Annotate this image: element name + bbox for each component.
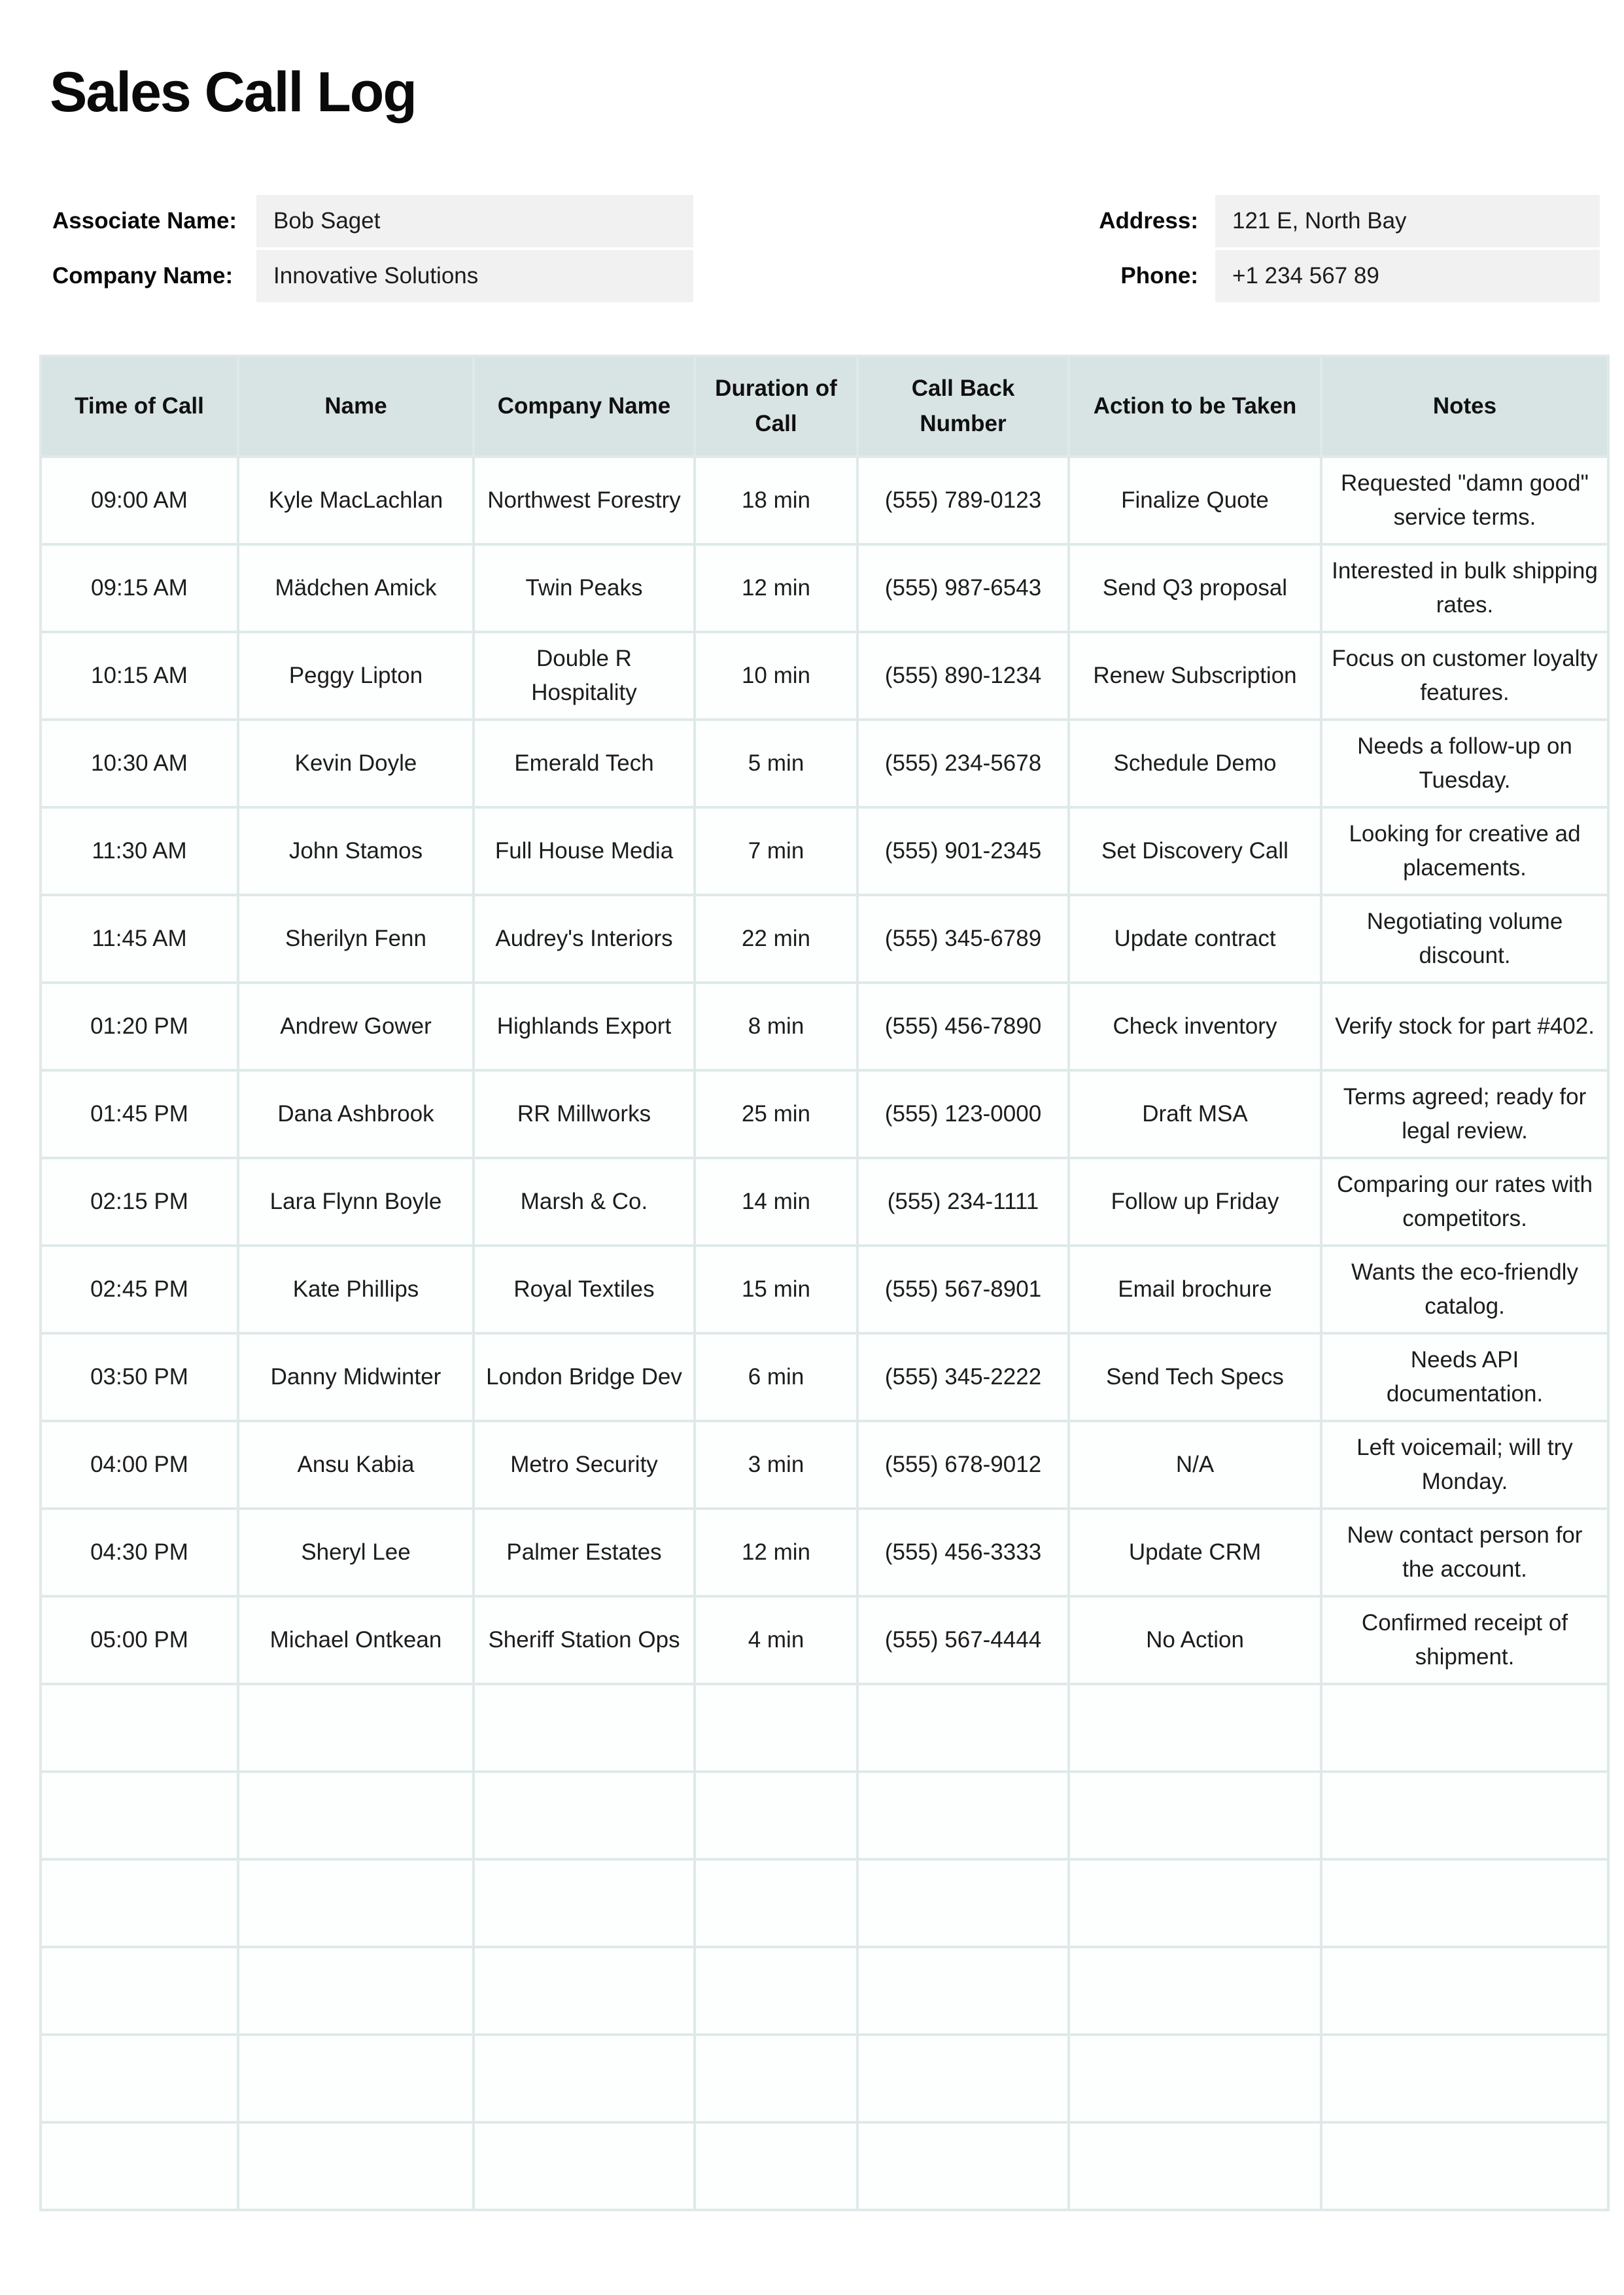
empty-cell-company-name[interactable] <box>475 1948 693 2033</box>
address-field[interactable]: 121 E, North Bay <box>1215 195 1600 247</box>
table-row <box>42 1072 1607 1157</box>
cell-action-to-be-taken[interactable]: Send Q3 proposal <box>1070 546 1320 631</box>
empty-cell-notes[interactable] <box>1322 2124 1607 2209</box>
empty-table-row <box>42 1948 1607 2033</box>
cell-name[interactable]: Mädchen Amick <box>239 546 472 631</box>
phone-field[interactable]: +1 234 567 89 <box>1215 250 1600 302</box>
table-row <box>42 984 1607 1069</box>
cell-call-back-number[interactable]: (555) 567-8901 <box>859 1247 1067 1332</box>
empty-cell-time-of-call[interactable] <box>42 1773 237 1858</box>
cell-time-of-call[interactable]: 03:50 PM <box>42 1335 237 1420</box>
cell-action-to-be-taken[interactable]: Email brochure <box>1070 1247 1320 1332</box>
empty-cell-action-to-be-taken[interactable] <box>1070 1861 1320 1946</box>
cell-call-back-number[interactable]: (555) 456-7890 <box>859 984 1067 1069</box>
table-row <box>42 1247 1607 1332</box>
empty-cell-company-name[interactable] <box>475 2124 693 2209</box>
cell-duration-of-call[interactable]: 10 min <box>696 633 856 718</box>
associate-name-field[interactable]: Bob Saget <box>256 195 693 247</box>
cell-notes[interactable]: Terms agreed; ready for legal review. <box>1322 1072 1607 1157</box>
column-header-action-to-be-taken: Action to be Taken <box>1070 357 1320 455</box>
empty-cell-time-of-call[interactable] <box>42 1861 237 1946</box>
table-row <box>42 633 1607 718</box>
company-name-label: Company Name: <box>52 263 233 289</box>
empty-cell-duration-of-call[interactable] <box>696 2036 856 2121</box>
cell-action-to-be-taken[interactable]: Send Tech Specs <box>1070 1335 1320 1420</box>
cell-time-of-call[interactable]: 04:30 PM <box>42 1510 237 1595</box>
cell-duration-of-call[interactable]: 22 min <box>696 896 856 981</box>
empty-cell-duration-of-call[interactable] <box>696 1773 856 1858</box>
cell-notes[interactable]: Confirmed receipt of shipment. <box>1322 1598 1607 1683</box>
cell-duration-of-call[interactable]: 7 min <box>696 809 856 894</box>
cell-time-of-call[interactable]: 09:15 AM <box>42 546 237 631</box>
company-name-field[interactable]: Innovative Solutions <box>256 250 693 302</box>
table-row <box>42 1159 1607 1244</box>
header-row <box>42 357 1607 455</box>
empty-cell-action-to-be-taken[interactable] <box>1070 1685 1320 1770</box>
cell-name[interactable]: Peggy Lipton <box>239 633 472 718</box>
cell-notes[interactable]: New contact person for the account. <box>1322 1510 1607 1595</box>
column-header-name: Name <box>239 357 472 455</box>
table-row <box>42 809 1607 894</box>
empty-table-row <box>42 1861 1607 1946</box>
table-row <box>42 1510 1607 1595</box>
empty-cell-notes[interactable] <box>1322 1861 1607 1946</box>
cell-name[interactable]: Kate Phillips <box>239 1247 472 1332</box>
cell-time-of-call[interactable]: 04:00 PM <box>42 1422 237 1507</box>
cell-notes[interactable]: Looking for creative ad placements. <box>1322 809 1607 894</box>
cell-action-to-be-taken[interactable]: Renew Subscription <box>1070 633 1320 718</box>
cell-time-of-call[interactable]: 02:45 PM <box>42 1247 237 1332</box>
cell-call-back-number[interactable]: (555) 789-0123 <box>859 458 1067 543</box>
cell-company-name[interactable]: Royal Textiles <box>475 1247 693 1332</box>
empty-cell-notes[interactable] <box>1322 1685 1607 1770</box>
cell-name[interactable]: Andrew Gower <box>239 984 472 1069</box>
column-header-duration-of-call: Duration of Call <box>696 357 856 455</box>
column-header-call-back-number: Call Back Number <box>859 357 1067 455</box>
call-log-table-header <box>42 357 1607 455</box>
cell-action-to-be-taken[interactable]: Check inventory <box>1070 984 1320 1069</box>
cell-call-back-number[interactable]: (555) 678-9012 <box>859 1422 1067 1507</box>
cell-action-to-be-taken[interactable]: Draft MSA <box>1070 1072 1320 1157</box>
address-label: Address: <box>1099 208 1198 234</box>
call-log-table <box>39 355 1610 2211</box>
empty-cell-action-to-be-taken[interactable] <box>1070 2124 1320 2209</box>
empty-cell-name[interactable] <box>239 1861 472 1946</box>
cell-notes[interactable]: Wants the eco-friendly catalog. <box>1322 1247 1607 1332</box>
empty-cell-notes[interactable] <box>1322 1948 1607 2033</box>
cell-call-back-number[interactable]: (555) 345-2222 <box>859 1335 1067 1420</box>
table-row <box>42 1335 1607 1420</box>
cell-action-to-be-taken[interactable]: N/A <box>1070 1422 1320 1507</box>
column-header-company-name: Company Name <box>475 357 693 455</box>
empty-cell-call-back-number[interactable] <box>859 1773 1067 1858</box>
empty-cell-notes[interactable] <box>1322 2036 1607 2121</box>
cell-duration-of-call[interactable]: 5 min <box>696 721 856 806</box>
cell-duration-of-call[interactable]: 6 min <box>696 1335 856 1420</box>
cell-call-back-number[interactable]: (555) 890-1234 <box>859 633 1067 718</box>
table-row <box>42 458 1607 543</box>
cell-name[interactable]: John Stamos <box>239 809 472 894</box>
cell-duration-of-call[interactable]: 14 min <box>696 1159 856 1244</box>
cell-company-name[interactable]: Full House Media <box>475 809 693 894</box>
empty-cell-action-to-be-taken[interactable] <box>1070 1948 1320 2033</box>
cell-notes[interactable]: Verify stock for part #402. <box>1322 984 1607 1069</box>
empty-cell-time-of-call[interactable] <box>42 1685 237 1770</box>
cell-duration-of-call[interactable]: 3 min <box>696 1422 856 1507</box>
empty-cell-time-of-call[interactable] <box>42 2036 237 2121</box>
cell-company-name[interactable]: Emerald Tech <box>475 721 693 806</box>
cell-time-of-call[interactable]: 01:20 PM <box>42 984 237 1069</box>
cell-company-name[interactable]: RR Millworks <box>475 1072 693 1157</box>
empty-cell-call-back-number[interactable] <box>859 1948 1067 2033</box>
cell-notes[interactable]: Needs API documentation. <box>1322 1335 1607 1420</box>
cell-company-name[interactable]: Metro Security <box>475 1422 693 1507</box>
phone-label: Phone: <box>1120 263 1198 289</box>
cell-call-back-number[interactable]: (555) 987-6543 <box>859 546 1067 631</box>
cell-time-of-call[interactable]: 11:30 AM <box>42 809 237 894</box>
cell-notes[interactable]: Negotiating volume discount. <box>1322 896 1607 981</box>
cell-company-name[interactable]: Marsh & Co. <box>475 1159 693 1244</box>
cell-duration-of-call[interactable]: 8 min <box>696 984 856 1069</box>
cell-call-back-number[interactable]: (555) 234-1111 <box>859 1159 1067 1244</box>
empty-cell-name[interactable] <box>239 1948 472 2033</box>
cell-time-of-call[interactable]: 10:30 AM <box>42 721 237 806</box>
cell-time-of-call[interactable]: 01:45 PM <box>42 1072 237 1157</box>
empty-cell-duration-of-call[interactable] <box>696 1948 856 2033</box>
cell-name[interactable]: Michael Ontkean <box>239 1598 472 1683</box>
empty-cell-notes[interactable] <box>1322 1773 1607 1858</box>
empty-cell-duration-of-call[interactable] <box>696 1685 856 1770</box>
column-header-notes: Notes <box>1322 357 1607 455</box>
cell-name[interactable]: Sherilyn Fenn <box>239 896 472 981</box>
table-row <box>42 721 1607 806</box>
cell-name[interactable]: Ansu Kabia <box>239 1422 472 1507</box>
table-row <box>42 1422 1607 1507</box>
cell-company-name[interactable]: Twin Peaks <box>475 546 693 631</box>
cell-notes[interactable]: Needs a follow-up on Tuesday. <box>1322 721 1607 806</box>
empty-cell-name[interactable] <box>239 2036 472 2121</box>
cell-call-back-number[interactable]: (555) 567-4444 <box>859 1598 1067 1683</box>
empty-cell-company-name[interactable] <box>475 1773 693 1858</box>
page-title: Sales Call Log <box>50 61 416 124</box>
cell-duration-of-call[interactable]: 12 min <box>696 546 856 631</box>
empty-cell-time-of-call[interactable] <box>42 1948 237 2033</box>
cell-time-of-call[interactable]: 11:45 AM <box>42 896 237 981</box>
empty-cell-name[interactable] <box>239 1773 472 1858</box>
cell-company-name[interactable]: Palmer Estates <box>475 1510 693 1595</box>
empty-cell-company-name[interactable] <box>475 2036 693 2121</box>
cell-company-name[interactable]: London Bridge Dev <box>475 1335 693 1420</box>
cell-name[interactable]: Kyle MacLachlan <box>239 458 472 543</box>
cell-call-back-number[interactable]: (555) 901-2345 <box>859 809 1067 894</box>
empty-cell-company-name[interactable] <box>475 1685 693 1770</box>
empty-cell-call-back-number[interactable] <box>859 2124 1067 2209</box>
cell-notes[interactable]: Comparing our rates with competitors. <box>1322 1159 1607 1244</box>
cell-action-to-be-taken[interactable]: Update CRM <box>1070 1510 1320 1595</box>
cell-notes[interactable]: Requested "damn good" service terms. <box>1322 458 1607 543</box>
empty-cell-action-to-be-taken[interactable] <box>1070 1773 1320 1858</box>
cell-duration-of-call[interactable]: 12 min <box>696 1510 856 1595</box>
cell-name[interactable]: Danny Midwinter <box>239 1335 472 1420</box>
associate-name-label: Associate Name: <box>52 208 237 234</box>
column-header-time-of-call: Time of Call <box>42 357 237 455</box>
cell-time-of-call[interactable]: 02:15 PM <box>42 1159 237 1244</box>
empty-table-row <box>42 1685 1607 1770</box>
cell-company-name[interactable]: Audrey's Interiors <box>475 896 693 981</box>
cell-company-name[interactable]: Highlands Export <box>475 984 693 1069</box>
cell-name[interactable]: Dana Ashbrook <box>239 1072 472 1157</box>
cell-notes[interactable]: Left voicemail; will try Monday. <box>1322 1422 1607 1507</box>
cell-action-to-be-taken[interactable]: No Action <box>1070 1598 1320 1683</box>
empty-cell-name[interactable] <box>239 1685 472 1770</box>
cell-action-to-be-taken[interactable]: Update contract <box>1070 896 1320 981</box>
empty-table-row <box>42 2124 1607 2209</box>
cell-call-back-number[interactable]: (555) 234-5678 <box>859 721 1067 806</box>
cell-action-to-be-taken[interactable]: Finalize Quote <box>1070 458 1320 543</box>
empty-cell-action-to-be-taken[interactable] <box>1070 2036 1320 2121</box>
empty-table-row <box>42 2036 1607 2121</box>
cell-duration-of-call[interactable]: 4 min <box>696 1598 856 1683</box>
cell-time-of-call[interactable]: 09:00 AM <box>42 458 237 543</box>
empty-cell-call-back-number[interactable] <box>859 1861 1067 1946</box>
table-row <box>42 896 1607 981</box>
table-row <box>42 1598 1607 1683</box>
empty-cell-company-name[interactable] <box>475 1861 693 1946</box>
cell-time-of-call[interactable]: 10:15 AM <box>42 633 237 718</box>
cell-company-name[interactable]: Double R Hospitality <box>475 633 693 718</box>
call-log-table-body <box>42 458 1607 2209</box>
cell-name[interactable]: Sheryl Lee <box>239 1510 472 1595</box>
cell-call-back-number[interactable]: (555) 123-0000 <box>859 1072 1067 1157</box>
cell-notes[interactable]: Focus on customer loyalty features. <box>1322 633 1607 718</box>
cell-action-to-be-taken[interactable]: Set Discovery Call <box>1070 809 1320 894</box>
cell-duration-of-call[interactable]: 18 min <box>696 458 856 543</box>
empty-table-row <box>42 1773 1607 1858</box>
cell-company-name[interactable]: Northwest Forestry <box>475 458 693 543</box>
cell-name[interactable]: Kevin Doyle <box>239 721 472 806</box>
empty-cell-call-back-number[interactable] <box>859 2036 1067 2121</box>
empty-cell-call-back-number[interactable] <box>859 1685 1067 1770</box>
empty-cell-name[interactable] <box>239 2124 472 2209</box>
cell-time-of-call[interactable]: 05:00 PM <box>42 1598 237 1683</box>
cell-duration-of-call[interactable]: 15 min <box>696 1247 856 1332</box>
table-row <box>42 546 1607 631</box>
cell-action-to-be-taken[interactable]: Schedule Demo <box>1070 721 1320 806</box>
cell-duration-of-call[interactable]: 25 min <box>696 1072 856 1157</box>
empty-cell-duration-of-call[interactable] <box>696 1861 856 1946</box>
cell-action-to-be-taken[interactable]: Follow up Friday <box>1070 1159 1320 1244</box>
empty-cell-duration-of-call[interactable] <box>696 2124 856 2209</box>
cell-company-name[interactable]: Sheriff Station Ops <box>475 1598 693 1683</box>
empty-cell-time-of-call[interactable] <box>42 2124 237 2209</box>
cell-call-back-number[interactable]: (555) 345-6789 <box>859 896 1067 981</box>
cell-notes[interactable]: Interested in bulk shipping rates. <box>1322 546 1607 631</box>
cell-call-back-number[interactable]: (555) 456-3333 <box>859 1510 1067 1595</box>
cell-name[interactable]: Lara Flynn Boyle <box>239 1159 472 1244</box>
